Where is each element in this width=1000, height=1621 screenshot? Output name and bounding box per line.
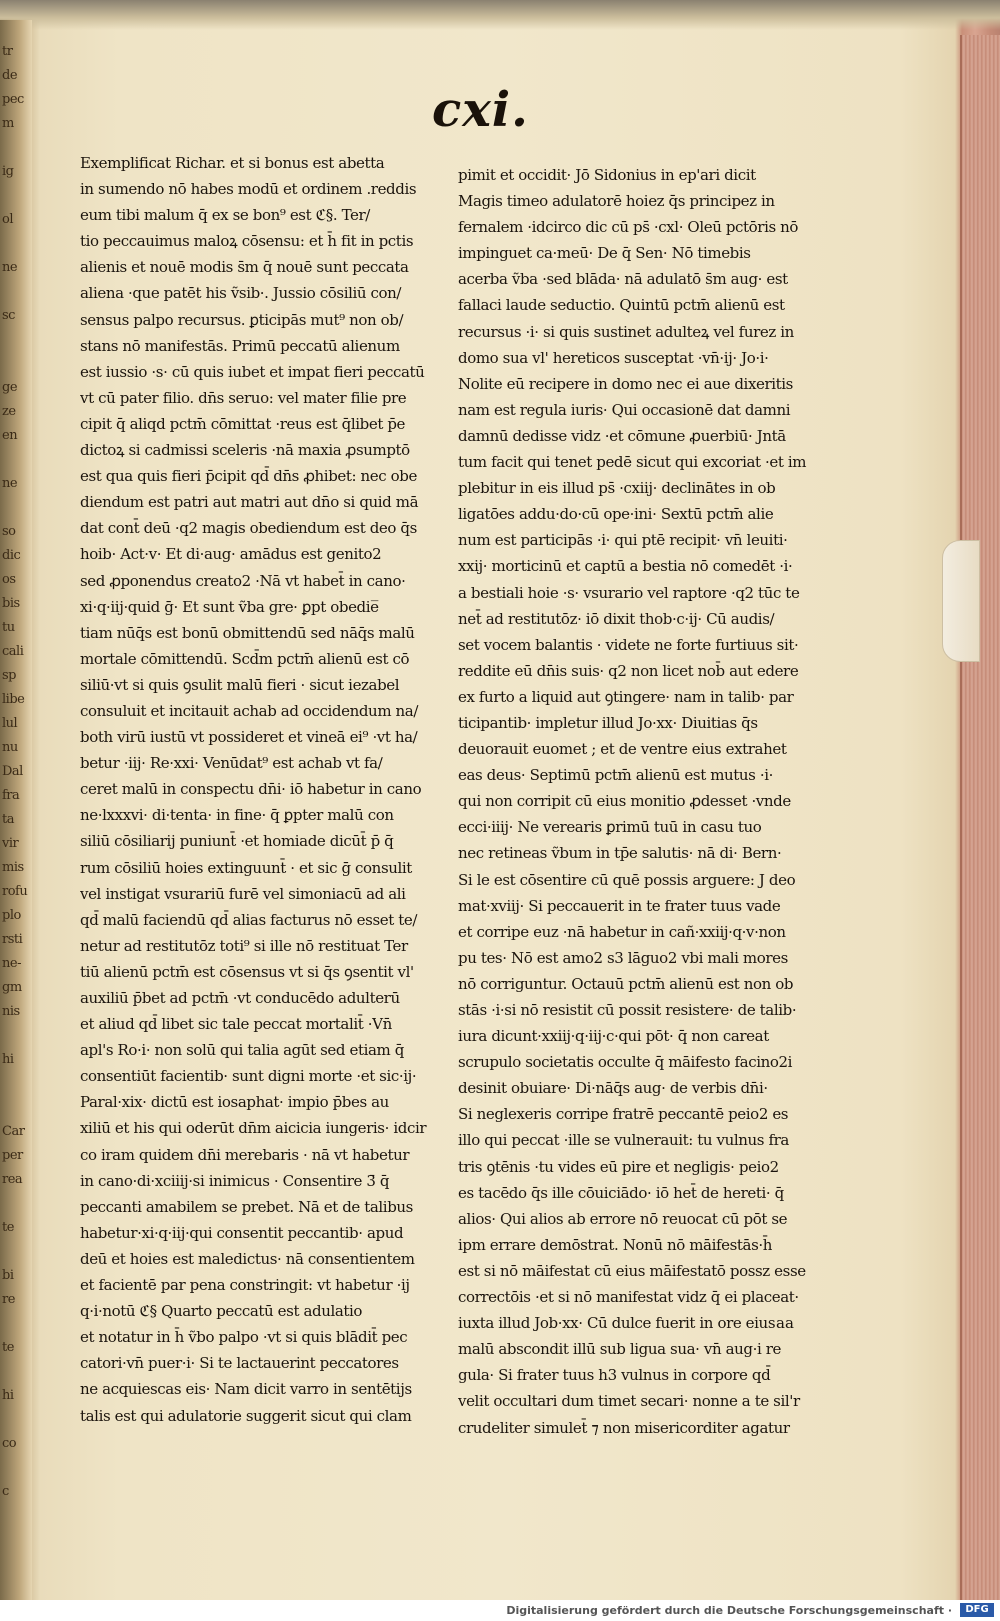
text-line: dat cont̄ deū ·q2 magis obediendum est deo q̄s	[80, 519, 417, 538]
text-line: qd̄ malū faciendū qd̄ alias facturus nō esset te∕	[80, 910, 417, 929]
text-line: habetur·xi·q·iij·qui consentit peccantib· apud	[80, 1223, 404, 1242]
text-line: impinguet ca·meū· De q̄ Sen· Nō timebis	[458, 244, 751, 263]
text-line: pimit et occidit· Jō Sidonius in ep'ari dicit	[458, 166, 756, 184]
text-line: deuorauit euomet ; et de ventre eius extrahet	[458, 740, 787, 759]
text-line: catori·vn̄ puer·i· Si te lactauerint peccatores	[80, 1354, 399, 1373]
text-line: both virū iustū vt possideret et vineā ei⁹ ·vt ha∕	[80, 728, 418, 747]
text-line: rum cōsiliū hoies extinguunt̄ · et sic ḡ consulit	[80, 858, 412, 877]
text-line: hoib· Act·v· Et di·aug· amādus est genito2	[80, 545, 382, 564]
text-line: et aliud qd̄ libet sic tale peccat mortalit̄ ·Vn̄	[80, 1015, 392, 1034]
text-line: siliū cōsiliarij puniunt̄ ·et homiade dicūt̄ p̄ q̄	[80, 832, 394, 851]
text-line: tiū alienū pctm̄ est cōsensus vt si q̄s ꝯsentit vl'	[80, 962, 414, 981]
text-line: et corripe euz ·nā habetur in cañ·xxiij·q·v·non	[458, 922, 786, 941]
text-line: nō corriguntur. Octauū pctm̄ alienū est non ob	[458, 974, 794, 993]
text-line: aliena ·que patēt his ṽsib·. Jussio cōsiliū con∕	[80, 284, 402, 303]
text-line: nam est regula iuris· Qui occasionē dat damni	[458, 400, 791, 419]
footer-credit: Digitalisierung gefördert durch die Deutsche Forschungsgemeinschaft ·	[506, 1604, 952, 1617]
text-line: in sumendo nō habes modū et ordinem .reddis	[80, 180, 417, 199]
text-line: ne acquiescas eis· Nam dicit varro in sentētijs	[80, 1380, 412, 1399]
text-line: xi·q·iij·quid ḡ· Et sunt ṽba gre· ꝑpt obedie̅	[80, 597, 379, 616]
text-line: diendum est patri aut matri aut dn̄o si quid mā	[80, 493, 419, 512]
dfg-logo: DFG	[960, 1603, 994, 1617]
text-line: crudeliter simulet̄ ⁊ non misericorditer agatur	[458, 1418, 790, 1437]
bookmark-tab	[942, 540, 980, 662]
right-column	[458, 162, 841, 1441]
text-line: Si neglexeris corripe fratrē peccantē peio2 es	[458, 1105, 789, 1124]
text-line: siliū·vt si quis ꝯsulit malū fieri · sicut iezabel	[80, 675, 400, 694]
text-line: eas deus· Septimū pctm̄ alienū est mutus ·i·	[458, 766, 773, 785]
text-line: q·i·notū ℭ§ Quarto peccatū est adulatio	[80, 1302, 363, 1321]
text-line: apl's Ro·i· non solū qui talia agūt sed etiam q̄	[80, 1041, 404, 1060]
facing-page-fragments: tr de pec m ig ol ne sc ge ze en ne so dic os bis tu cali sp libe lul nu Dal fra ta vir mis rofu plo rsti ne- gm nis hi Car per rea te bi re te hi co c	[2, 44, 28, 1499]
text-line: net̄ ad restitutōz· iō dixit thob·c·ij· Cū audis∕	[458, 609, 775, 628]
text-line: ex furto a liquid aut ꝯtingere· nam in talib· par	[458, 687, 794, 706]
text-line: in cano·di·xciiij·si inimicus · Consentire 3̄ q̄	[80, 1171, 390, 1190]
text-line: es tacēdo q̄s ille cōuiciādo· iō het̄ de hereti· q̄	[458, 1183, 784, 1202]
text-line: scrupulo societatis occulte q̄ māifesto facino2i	[458, 1053, 793, 1072]
text-line: iura dicunt·xxiij·q·iij·c·qui pōt· q̄ non careat	[458, 1027, 769, 1046]
text-line: mortale cōmittendū. Scd̄m pctm̄ alienū est cō	[80, 649, 410, 668]
text-line: stans nō manifestās. Primū peccatū alienum	[80, 336, 400, 355]
text-line: ticipantib· impletur illud Jo·xx· Diuitias q̄s	[458, 713, 758, 732]
text-line: betur ·iij· Re·xxi· Venūdat⁹ est achab vt fa∕	[80, 754, 383, 773]
text-line: xiliū et his qui oderūt dn̄m aicicia iungeris· idcir	[80, 1119, 427, 1138]
text-line: fernalem ·idcirco dic cū ps̄ ·cxl· Oleū pctōris nō	[458, 218, 799, 237]
text-line: et notatur in h̄ ṽbo palpo ·vt si quis blādit̄ pec	[80, 1328, 408, 1347]
text-line: sensus palpo recursus. ꝑticipās mut⁹ non ob∕	[80, 310, 404, 329]
text-line: Paral·xix· dictū est iosaphat· impio p̄bes au	[80, 1093, 389, 1112]
text-line: sed ꝓponendus creato2 ·Nā vt habet̄ in cano·	[80, 571, 406, 590]
text-line: domo sua vl' hereticos susceptat ·vn̄·ij· Jo·i·	[458, 348, 769, 367]
text-line: reddite eū dn̄is suis· q2 non licet nob̄ aut edere	[458, 661, 799, 680]
text-line: correctōis ·et si nō manifestat vidz q̄ ei placeat·	[458, 1288, 799, 1307]
text-line: fallaci laude seductio. Quintū pctm̄ alienū est	[458, 296, 785, 315]
text-line: tio peccauimus maloꝝ cōsensu: et h̄ fit in pctis	[80, 232, 414, 251]
text-line: a bestiali hoie ·s· vsurario vel raptore ·q2 tūc te	[458, 583, 800, 602]
text-line: eum tibi malum q̄ ex se bon⁹ est ℭ§. Ter∕	[80, 206, 370, 225]
text-line: ne·lxxxvi· di·tenta· in fine· q̄ ꝑpter malū con	[80, 806, 394, 825]
text-line: alios· Qui alios ab errore nō reuocat cū pōt se	[458, 1209, 788, 1228]
text-line: velit occultari dum timet secari· nonne a te sil'r	[458, 1392, 800, 1411]
text-line: est iussio ·s· cū quis iubet et impat fieri peccatū	[80, 362, 425, 381]
text-line: talis est qui adulatorie suggerit sicut qui clam	[80, 1406, 412, 1425]
text-line: ecci·iiij· Ne verearis ꝑrimū tuū in casu tuo	[458, 818, 762, 837]
text-line: tris ꝯtēnis ·tu vides eū pire et negligis· peio2	[458, 1157, 779, 1176]
text-line: set vocem balantis · videte ne forte furtiuus sit·	[458, 635, 799, 654]
text-line: cipit q̄ aliqd pctm̄ cōmittat ·reus est q̄libet p̄e	[80, 414, 406, 433]
text-line: peccanti amabilem se prebet. Nā et de talibus	[80, 1197, 413, 1216]
page-stack-edge	[960, 35, 1000, 1600]
top-shadow	[0, 0, 1000, 30]
text-line: num est participās ·i· qui ptē recipit· vn̄ leuiti·	[458, 531, 788, 550]
text-line: consentiūt facientib· sunt digni morte ·et sic·ij·	[80, 1067, 417, 1086]
text-line: ipm errare demōstrat. Nonū nō māifestās·h̄	[458, 1235, 772, 1254]
text-line: dictoꝝ si cadmissi sceleris ·nā maxia ꝓsumptō	[80, 441, 410, 460]
text-line: tiam nūq̄s est bonū obmittendū sed nāq̄s malū	[80, 623, 415, 642]
text-line: co iram quidem dn̄i merebaris · nā vt habetur	[80, 1145, 410, 1164]
left-column	[80, 150, 455, 1429]
text-line: vel instigat vsurariū furē vel simoniacū ad ali	[80, 884, 406, 903]
text-line: ceret malū in conspectu dn̄i· iō habetur in cano	[80, 780, 422, 799]
text-line: ligatōes addu·do·cū ope·ini· Sextū pctm̄ alie	[458, 505, 774, 524]
text-line: mat·xviij· Si peccauerit in te frater tuus vade	[458, 896, 781, 915]
text-line: est qua quis fieri p̄cipit qd̄ dn̄s ꝓhibet: nec obe	[80, 467, 417, 486]
text-line: est si nō māifestat cū eius māifestatō possz esse	[458, 1261, 806, 1280]
text-line: vt cū pater filio. dn̄s seruo: vel mater filie pre	[80, 388, 407, 407]
text-line: recursus ·i· si quis sustinet adulteꝝ vel furez in	[458, 322, 794, 341]
text-line: Magis timeo adulatorē hoiez q̄s principez in	[458, 192, 775, 211]
text-line: acerba ṽba ·sed blāda· nā adulatō s̄m aug· est	[458, 270, 788, 289]
folio-number: cxi.	[432, 82, 529, 138]
text-line: stās ·i·si nō resistit cū possit resistere· de talib·	[458, 1001, 797, 1019]
text-line: plebitur in eis illud ps̄ ·cxiij· declinātes in ob	[458, 479, 776, 498]
text-line: desinit obuiare· Di·nāq̄s aug· de verbis dn̄i·	[458, 1079, 768, 1098]
text-line: Exemplificat Richar. et si bonus est abetta	[80, 154, 385, 172]
footer-bar	[0, 1600, 1000, 1621]
signature-mark: aa	[776, 1314, 794, 1332]
text-line: qui non corripit cū eius monitio ꝓdesset ·vnde	[458, 792, 791, 811]
text-line: iuxta illud Job·xx· Cū dulce fuerit in ore eius	[458, 1314, 776, 1333]
text-line: damnū dedisse vidz ·et cōmune ꝓuerbiū· Jntā	[458, 426, 786, 445]
text-line: illo qui peccat ·ille se vulnerauit: tu vulnus fra	[458, 1131, 789, 1150]
text-line: Nolite eū recipere in domo nec ei aue dixeritis	[458, 374, 793, 393]
text-line: et facientē par pena constringit: vt habetur ·ij	[80, 1276, 410, 1295]
text-line: auxiliū p̄bet ad pctm̄ ·vt conducēdo adulterū	[80, 989, 400, 1007]
text-line: deū et hoies est maledictus· nā consentientem	[80, 1249, 415, 1268]
text-line: tum facit qui tenet pedē sicut qui excoriat ·et im	[458, 453, 807, 472]
text-line: pu tes· Nō est amo2 s3 lāguo2 vbi mali mores	[458, 948, 788, 967]
text-line: Si le est cōsentire cū quē possis arguere: J deo	[458, 870, 796, 889]
text-line: nec retineas ṽbum in tp̄e salutis· nā di· Bern·	[458, 844, 782, 863]
text-line: gula· Si frater tuus h3 vulnus in corpore qd̄	[458, 1366, 771, 1385]
text-line: netur ad restitutōz toti⁹ si ille nō restituat Ter	[80, 936, 408, 955]
text-line: malū abscondit illū sub ligua sua· vn̄ aug·i re	[458, 1340, 781, 1359]
text-line: consuluit et incitauit achab ad occidendum na∕	[80, 701, 418, 720]
text-line: alienis et nouē modis s̄m q̄ nouē sunt peccata	[80, 258, 409, 277]
text-line: xxij· morticinū et captū a bestia nō comedēt ·i·	[458, 557, 793, 576]
